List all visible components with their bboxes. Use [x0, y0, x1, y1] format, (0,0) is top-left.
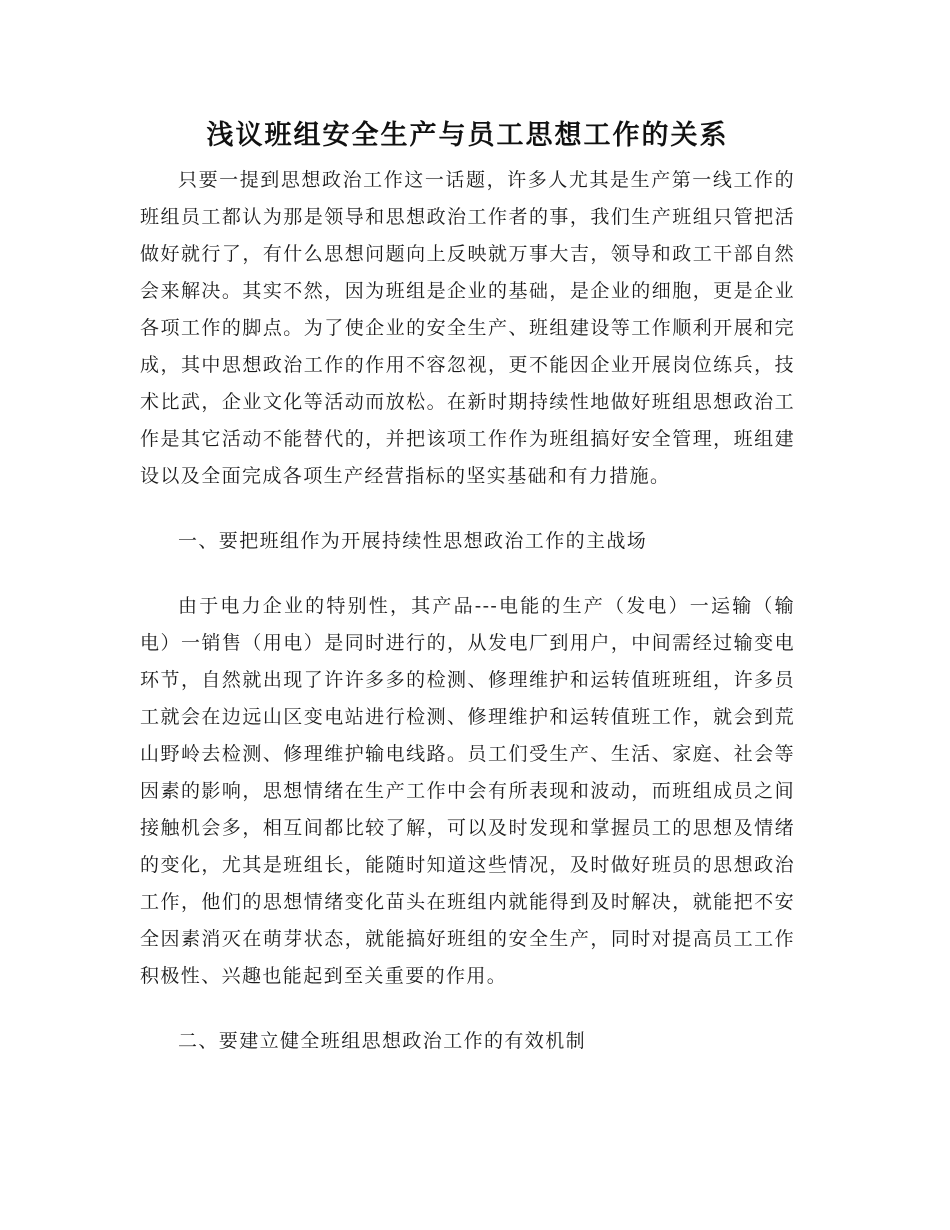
paragraph-section-1: 由于电力企业的特别性，其产品---电能的生产（发电）一运输（输电）一销售（用电）是同时进行的，从发电厂到用户，中间需经过输变电环节，自然就出现了许许多多的检测、修理维护和运转值班班组，许多员工就会在边远山区变电站进行检测、修理维护和运转值班工作，就会到荒山野岭去检测、修理维护输电线路。员工们受生产、生活、家庭、社会等因素的影响，思想情绪在生产工作中会有所表现和波动，而班组成员之间接触机会多，相互间都比较了解，可以及时发现和掌握员工的思想及情绪的变化，尤其是班组长，能随时知道这些情况，及时做好班员的思想政治工作，他们的思想情绪变化苗头在班组内就能得到及时解决，就能把不安全因素消灭在萌芽状态，就能搞好班组的安全生产，同时对提高员工工作积极性、兴趣也能起到至关重要的作用。 — [140, 595, 795, 987]
document-body — [140, 110, 795, 1060]
paragraph-spacer — [140, 995, 795, 1023]
section-heading-1: 一、要把班组作为开展持续性思想政治工作的主战场 — [178, 530, 648, 552]
document-title: 浅议班组安全生产与员工思想工作的关系 — [206, 120, 729, 151]
paragraph-spacer — [140, 560, 795, 588]
section-heading-2: 二、要建立健全班组思想政治工作的有效机制 — [178, 1030, 587, 1052]
paragraph-spacer — [140, 495, 795, 523]
paragraph-intro: 只要一提到思想政治工作这一话题，许多人尤其是生产第一线工作的班组员工都认为那是领导和思想政治工作者的事，我们生产班组只管把活做好就行了，有什么思想问题向上反映就万事大吉，领导和政工干部自然会来解决。其实不然，因为班组是企业的基础，是企业的细胞，更是企业各项工作的脚点。为了使企业的安全生产、班组建设等工作顺利开展和完成，其中思想政治工作的作用不容忽视，更不能因企业开展岗位练兵，技术比武，企业文化等活动而放松。在新时期持续性地做好班组思想政治工作是其它活动不能替代的，并把该项工作作为班组搞好安全管理，班组建设以及全面完成各项生产经营指标的坚实基础和有力措施。 — [140, 169, 795, 487]
